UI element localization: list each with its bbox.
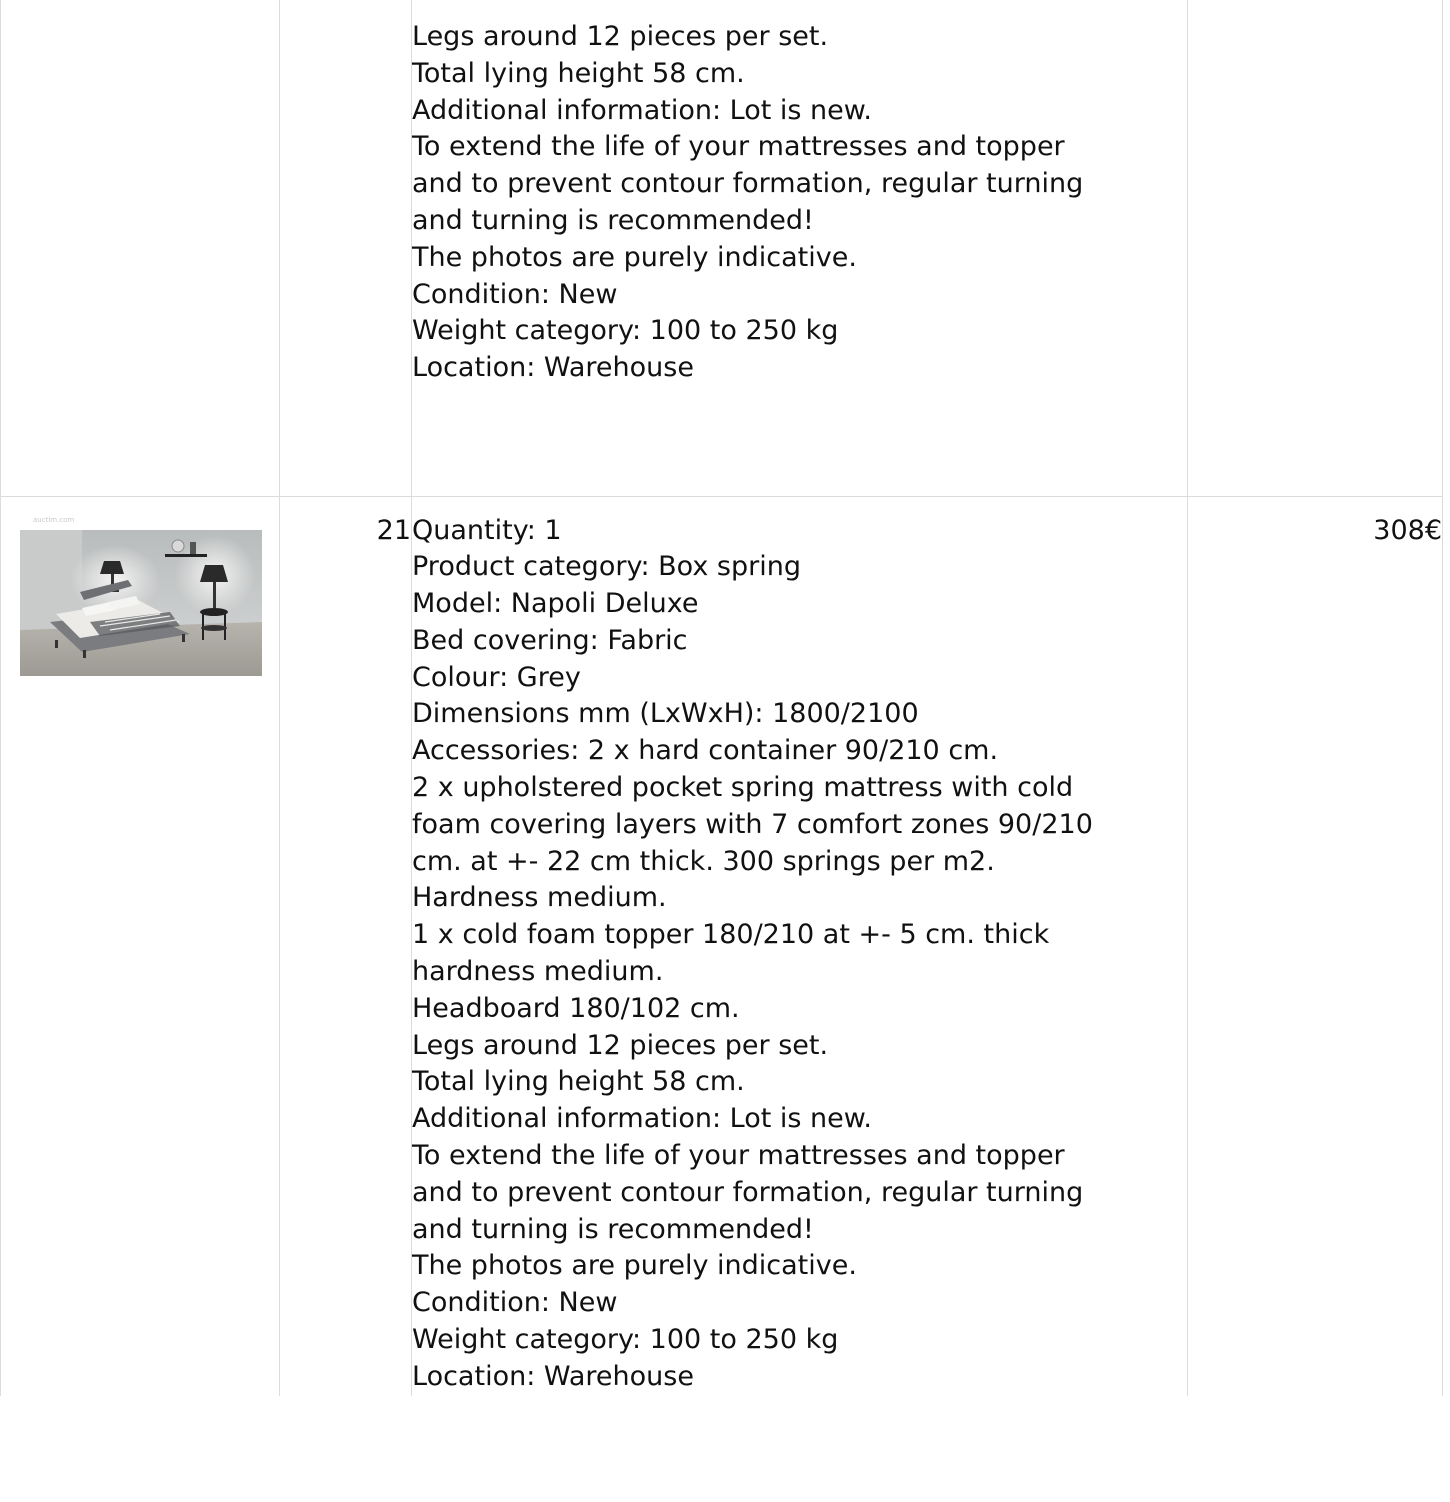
lot-image-cell <box>1 496 280 1396</box>
description-line: Condition: New <box>412 1287 618 1319</box>
description-line: and to prevent contour formation, regular turning <box>412 168 1084 200</box>
description-line: 2 x upholstered pocket spring mattress with cold <box>412 772 1074 804</box>
image-watermark: auctim.com <box>33 515 75 524</box>
lot-description <box>412 513 1187 1396</box>
description-line: The photos are purely indicative. <box>412 241 857 273</box>
description-line: Total lying height 58 cm. <box>412 1066 745 1098</box>
description-line: Hardness medium. <box>412 882 667 914</box>
description-line: Location: Warehouse <box>412 1360 694 1392</box>
lot-price-cell <box>1188 0 1443 496</box>
description-line: and turning is recommended! <box>412 204 814 236</box>
description-line: Additional information: Lot is new. <box>412 1103 872 1135</box>
description-line: Condition: New <box>412 278 618 310</box>
box-spring-bed-photo <box>20 530 262 676</box>
description-line: The photos are purely indicative. <box>412 1250 857 1282</box>
description-line: To extend the life of your mattresses and topper <box>412 131 1065 163</box>
description-line: Weight category: 100 to 250 kg <box>412 1324 839 1356</box>
lot-price: 308€ <box>1373 514 1442 546</box>
lot-number-cell <box>280 496 412 1396</box>
description-line: 1 x cold foam topper 180/210 at +- 5 cm. thick <box>412 919 1050 951</box>
description-line: Product category: Box spring <box>412 551 801 583</box>
table-row <box>1 496 1443 1396</box>
lot-number: 21 <box>376 514 411 546</box>
lot-price-cell <box>1188 496 1443 1396</box>
description-line: Legs around 12 pieces per set. <box>412 21 829 52</box>
description-line: Headboard 180/102 cm. <box>412 992 740 1024</box>
description-line: Bed covering: Fabric <box>412 624 688 656</box>
description-line: Quantity: 1 <box>412 514 562 546</box>
description-line: Location: Warehouse <box>412 352 694 384</box>
description-line: Model: Napoli Deluxe <box>412 588 699 620</box>
description-line: Additional information: Lot is new. <box>412 94 872 126</box>
description-line: foam covering layers with 7 comfort zones 90/210 <box>412 808 1093 840</box>
lot-thumbnail[interactable] <box>20 515 262 676</box>
description-line: Weight category: 100 to 250 kg <box>412 315 839 347</box>
description-line: Colour: Grey <box>412 661 581 693</box>
description-line: and turning is recommended! <box>412 1213 814 1245</box>
lot-image-cell <box>1 0 280 496</box>
lot-description-cell <box>412 496 1188 1396</box>
description-line: and to prevent contour formation, regular turning <box>412 1176 1084 1208</box>
description-line: Total lying height 58 cm. <box>412 57 745 89</box>
description-line: Accessories: 2 x hard container 90/210 cm. <box>412 735 999 767</box>
lot-description-cell <box>412 0 1188 496</box>
description-line: cm. at +- 22 cm thick. 300 springs per m2. <box>412 845 995 877</box>
lot-number-cell <box>280 0 412 496</box>
table-row <box>1 0 1443 496</box>
description-line: Legs around 12 pieces per set. <box>412 1029 829 1061</box>
lot-description <box>412 19 1187 387</box>
description-line: To extend the life of your mattresses and topper <box>412 1140 1065 1172</box>
description-line: hardness medium. <box>412 956 664 988</box>
description-line: Dimensions mm (LxWxH): 1800/2100 <box>412 698 919 730</box>
